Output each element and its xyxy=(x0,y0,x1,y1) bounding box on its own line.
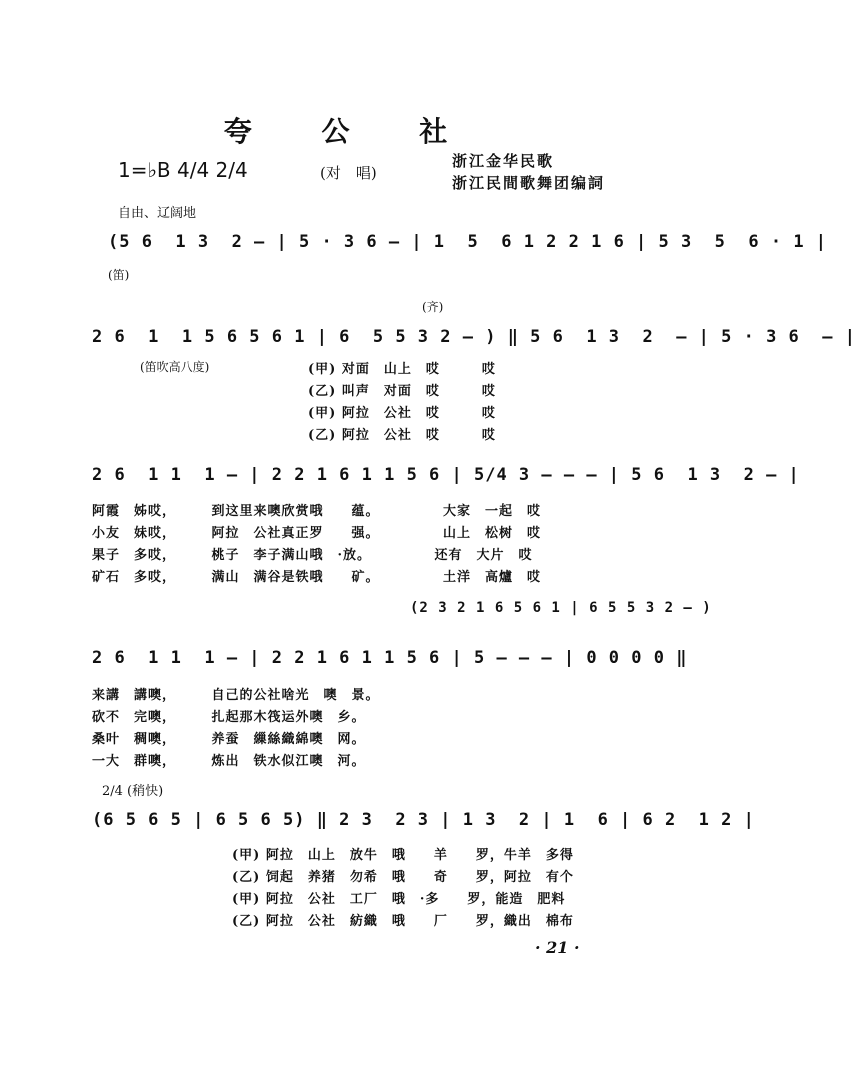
page-title: 夸 公 社 xyxy=(223,115,478,148)
performance-mode: (对 唱) xyxy=(320,164,377,182)
lyric-line: 桑叶 稠噢， 养蚕 繅絲織綿噢 网。 xyxy=(92,732,366,747)
unison-mark: (齐) xyxy=(422,300,444,314)
score-line-2: 2 6 1 1 5 6 5 6 1 | 6 5 5 3 2 — ) ‖ 5 6 1 3 2 — | 5 · 3 6 — | xyxy=(92,327,856,347)
tempo-marking-1: 自由、辽阔地 xyxy=(118,206,197,221)
lyric-line: (甲) 阿拉 山上 放牛 哦 羊 罗，牛羊 多得 xyxy=(232,848,574,863)
lyric-line: (乙) 阿拉 公社 紡織 哦 厂 罗，織出 棉布 xyxy=(232,914,574,929)
lyric-line: 来講 講噢， 自己的公社啥光 噢 景。 xyxy=(92,688,380,703)
lyric-line: (甲) 对面 山上 哎 哎 xyxy=(308,362,496,377)
lyric-line: (甲) 阿拉 公社 哎 哎 xyxy=(308,406,496,421)
lyric-line: 一大 群噢， 炼出 铁水似江噢 河。 xyxy=(92,754,366,769)
source-line-1: 浙江金华民歌 xyxy=(452,152,555,170)
page-number: · 21 · xyxy=(535,938,580,957)
flute-octave-cue: (笛吹高八度) xyxy=(140,360,210,374)
tempo-marking-2: 2/4 (稍快) xyxy=(102,784,164,799)
score-line-5: (6 5 6 5 | 6 5 6 5) ‖ 2 3 2 3 | 1 3 2 | 1 6 | 6 2 1 2 | xyxy=(92,810,755,830)
lyric-line: 小友 妹哎， 阿拉 公社真正罗 强。 山上 松树 哎 xyxy=(92,526,542,541)
lyric-line: 矿石 多哎， 满山 满谷是铁哦 矿。 土洋 高爐 哎 xyxy=(92,570,542,585)
lyric-line: (乙) 叫声 对面 哎 哎 xyxy=(308,384,496,399)
score-line-4: 2 6 1 1 1 — | 2 2 1 6 1 1 5 6 | 5 — — — | 0 0 0 0 ‖ xyxy=(92,648,688,668)
lyric-line: (乙) 阿拉 公社 哎 哎 xyxy=(308,428,496,443)
score-line-3: 2 6 1 1 1 — | 2 2 1 6 1 1 5 6 | 5/4 3 — — — | 5 6 1 3 2 — | xyxy=(92,465,800,485)
score-line-1: (5 6 1 3 2 — | 5 · 3 6 — | 1 5 6 1 2 2 1 6 | 5 3 5 6 · 1 | xyxy=(108,232,828,252)
lyric-line: 砍不 完噢， 扎起那木筏运外噢 乡。 xyxy=(92,710,366,725)
lyric-line: (乙) 饲起 养猪 勿希 哦 奇 罗，阿拉 有个 xyxy=(232,870,574,885)
interlude-line: (2 3 2 1 6 5 6 1 | 6 5 5 3 2 — ) xyxy=(410,600,712,616)
lyric-line: 果子 多哎， 桃子 李子满山哦 ·放。 还有 大片 哎 xyxy=(92,548,533,563)
lyric-line: (甲) 阿拉 公社 工厂 哦 ·多 罗，能造 肥料 xyxy=(232,892,566,907)
source-line-2: 浙江民間歌舞团编詞 xyxy=(452,174,606,192)
flute-cue: (笛) xyxy=(108,268,130,282)
lyric-line: 阿霞 姊哎， 到这里来噢欣赏哦 蕴。 大家 一起 哎 xyxy=(92,504,542,519)
key-signature: 1=♭B 4/4 2/4 xyxy=(118,158,248,182)
